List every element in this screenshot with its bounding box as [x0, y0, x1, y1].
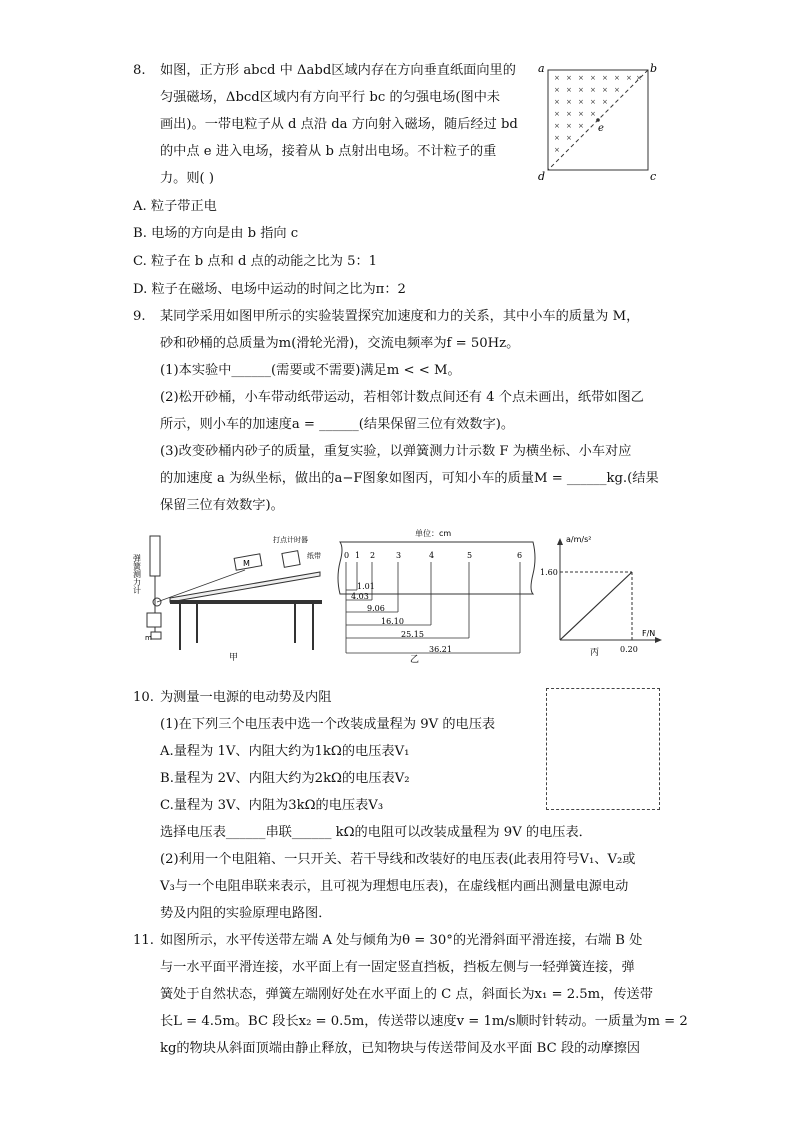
svg-text:×: ×	[566, 86, 572, 94]
caption-jia: 甲	[229, 653, 239, 663]
point-label: 3	[396, 551, 402, 560]
svg-text:×: ×	[614, 86, 620, 94]
cart-label: M	[243, 559, 250, 568]
y-tick: 1.60	[540, 568, 558, 577]
q10-line-2: (1)在下列三个电压表中选一个改装成量程为 9V 的电压表	[160, 717, 496, 732]
q10-line-5: C.量程为 3V、内阻为3kΩ的电压表V₃	[160, 798, 384, 813]
distance-label: 1.01	[357, 582, 375, 591]
distance-label: 9.06	[367, 604, 385, 613]
q11-line-2: 与一水平面平滑连接，水平面上有一固定竖直挡板，挡板左侧与一轻弹簧连接，弹	[160, 960, 635, 975]
q10-line-1: 为测量一电源的电动势及内阻	[160, 690, 332, 705]
point-label: 2	[370, 551, 376, 560]
label-c: c	[650, 170, 657, 183]
svg-text:×: ×	[614, 74, 620, 82]
svg-text:×: ×	[554, 134, 560, 142]
q10-line-4: B.量程为 2V、内阻大约为2kΩ的电压表V₂	[160, 771, 410, 786]
q8-line-3: 画出)。一带电粒子从 d 点沿 da 方向射入磁场，随后经过 bd	[160, 117, 518, 132]
distance-label: 36.21	[429, 645, 452, 654]
label-d: d	[538, 170, 546, 183]
apparatus-diagram-jia	[132, 528, 335, 663]
timer-label: 打点计时器	[273, 536, 308, 544]
point-label: 4	[429, 551, 435, 560]
q9-line-3: (1)本实验中______(需要或不需要)满足m < < M。	[160, 363, 461, 378]
circuit-drawing-box[interactable]	[546, 688, 660, 810]
a-f-graph-bing	[540, 528, 665, 663]
q10-line-7: (2)利用一个电阻箱、一只开关、若干导线和改装好的电压表(此表用符号V₁、V₂或	[160, 852, 636, 867]
label-b: b	[650, 62, 658, 75]
svg-text:×: ×	[566, 110, 572, 118]
point-label: 5	[467, 551, 473, 560]
x-tick: 0.20	[620, 645, 638, 654]
tape-point-labels	[344, 551, 522, 560]
svg-text:×: ×	[554, 122, 560, 130]
q11-line-4: 长L = 4.5m。BC 段长x₂ = 0.5m，传送带以速度v = 1m/s顺时针转动。一质量为m = 2	[160, 1014, 688, 1029]
q9-line-2: 砂和砂桶的总质量为m(滑轮光滑)，交流电频率为f = 50Hz。	[160, 336, 520, 351]
q9-number: 9.	[133, 309, 146, 324]
q9-line-4: (2)松开砂桶，小车带动纸带运动，若相邻计数点间还有 4 个点未画出，纸带如图乙	[160, 390, 644, 405]
q8-line-1: 如图，正方形 abcd 中 Δabd区域内存在方向垂直纸面向里的	[160, 63, 516, 78]
square-field-diagram	[536, 60, 660, 184]
caption-bing: 丙	[590, 648, 600, 658]
distance-label: 25.15	[401, 630, 424, 639]
svg-text:×: ×	[566, 74, 572, 82]
q8-option-b: B. 电场的方向是由 b 指向 c	[133, 226, 299, 241]
q9-line-7: 的加速度 a 为纵坐标，做出的a−F图象如图丙，可知小车的质量M = ______kg.(结果	[160, 471, 659, 486]
q10-line-3: A.量程为 1V、内阻大约为1kΩ的电压表V₁	[160, 744, 410, 759]
svg-text:×: ×	[590, 74, 596, 82]
graph-xlabel: F/N	[642, 629, 656, 638]
svg-text:×: ×	[566, 98, 572, 106]
svg-text:×: ×	[602, 74, 608, 82]
q8-number: 8.	[133, 63, 146, 78]
q10-line-9: 势及内阻的实验原理电路图．	[160, 906, 332, 921]
point-label: 0	[344, 551, 350, 560]
q8-option-d: D. 粒子在磁场、电场中运动的时间之比为π：2	[133, 282, 406, 297]
svg-text:×: ×	[566, 122, 572, 130]
svg-text:×: ×	[626, 74, 632, 82]
q10-number: 10.	[133, 690, 154, 705]
svg-text:×: ×	[554, 110, 560, 118]
svg-text:×: ×	[554, 74, 560, 82]
svg-text:×: ×	[590, 86, 596, 94]
label-a: a	[538, 62, 545, 75]
q10-line-8: V₃与一个电阻串联来表示，且可视为理想电压表)，在虚线框内画出测量电源电动	[160, 879, 629, 894]
svg-text:×: ×	[590, 98, 596, 106]
distance-label: 4.03	[351, 592, 369, 601]
q9-line-5: 所示，则小车的加速度a = ______(结果保留三位有效数字)。	[160, 417, 515, 432]
distance-label: 16.10	[381, 617, 404, 626]
q9-line-8: 保留三位有效数字)。	[160, 498, 284, 513]
q9-line-1: 某同学采用如图甲所示的实验装置探究加速度和力的关系，其中小车的质量为 M，	[160, 309, 640, 324]
svg-text:×: ×	[578, 98, 584, 106]
svg-text:×: ×	[566, 134, 572, 142]
sand-bucket	[151, 632, 161, 639]
q9-line-6: (3)改变砂桶内砂子的质量，重复实验，以弹簧测力计示数 F 为横坐标、小车对应	[160, 444, 632, 459]
svg-text:×: ×	[578, 122, 584, 130]
svg-text:×: ×	[554, 98, 560, 106]
svg-text:×: ×	[554, 86, 560, 94]
svg-text:×: ×	[636, 74, 642, 82]
svg-text:×: ×	[578, 74, 584, 82]
tape-label: 纸带	[307, 552, 321, 560]
tape-unit: 单位：cm	[415, 529, 452, 538]
q8-line-5: 力。则( )	[160, 171, 215, 186]
svg-text:×: ×	[578, 110, 584, 118]
svg-text:×: ×	[602, 86, 608, 94]
paper-tape-diagram-yi	[335, 528, 540, 663]
svg-text:×: ×	[590, 110, 596, 118]
point-label: 1	[355, 551, 361, 560]
spring-scale-label: 弹簧测力计	[132, 554, 142, 594]
q8-option-c: C. 粒子在 b 点和 d 点的动能之比为 5：1	[133, 254, 378, 269]
svg-text:×: ×	[602, 98, 608, 106]
q11-line-1: 如图所示，水平传送带左端 A 处与倾角为θ = 30°的光滑斜面平滑连接，右端 B 处	[160, 933, 643, 948]
graph-ylabel: a/m/s²	[566, 535, 592, 544]
q11-line-5: kg的物块从斜面顶端由静止释放，已知物块与传送带间及水平面 BC 段的动摩擦因	[160, 1041, 641, 1056]
q10-line-6: 选择电压表______串联______ kΩ的电阻可以改装成量程为 9V 的电压表．	[160, 825, 592, 840]
q11-line-3: 簧处于自然状态，弹簧左端刚好处在水平面上的 C 点，斜面长为x₁ = 2.5m，传送带	[160, 987, 653, 1002]
q8-option-a: A. 粒子带正电	[133, 199, 217, 214]
q8-line-4: 的中点 e 进入电场，接着从 b 点射出电场。不计粒子的重	[160, 144, 497, 159]
bucket-label: m	[145, 634, 152, 642]
q11-number: 11.	[133, 933, 154, 948]
label-e: e	[598, 123, 604, 134]
point-label: 6	[517, 551, 523, 560]
caption-yi: 乙	[410, 655, 420, 665]
a-f-line	[560, 572, 632, 640]
svg-text:×: ×	[554, 146, 560, 154]
svg-text:×: ×	[578, 86, 584, 94]
q8-line-2: 匀强磁场，Δbcd区域内有方向平行 bc 的匀强电场(图中未	[160, 90, 501, 105]
